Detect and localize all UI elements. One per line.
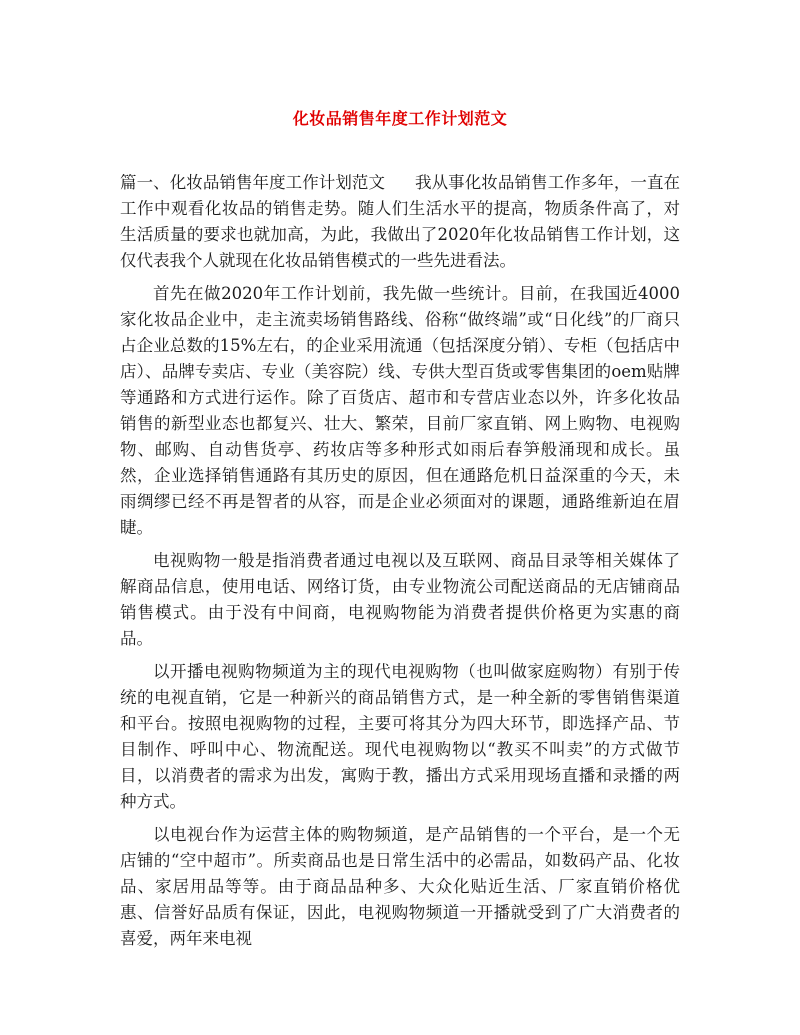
intro-heading: 篇一、化妆品销售年度工作计划范文 [120,173,386,192]
paragraph: 以电视台作为运营主体的购物频道，是产品销售的一个平台，是一个无店铺的“空中超市”。所卖商品也是日常生活中的必需品，如数码产品、化妆品、家居用品等等。由于商品品种多、大众化贴近生活、厂家直销价格优惠、信誉好品质有保证，因此，电视购物频道一开播就受到了广大消费者的喜爱，两年来电视 [120,825,680,948]
document-body [120,170,680,959]
paragraph: 首先在做2020年工作计划前，我先做一些统计。目前，在我国近4000家化妆品企业中，走主流卖场销售路线、俗称“做终端”或“日化线”的厂商只占企业总数的15%左右，的企业采用流通（包括深度分销）、专柜（包括店中店）、品牌专卖店、专业（美容院）线、专供大型百货或零售集团的oem贴牌等通路和方式进行运作。除了百货店、超市和专营店业态以外，许多化妆品销售的新型业态也都复兴、壮大、繁荣，目前厂家直销、网上购物、电视购物、邮购、自动售货亭、药妆店等多种形式如雨后春笋般涌现和成长。虽然，企业选择销售通路有其历史的原因，但在通路危机日益深重的今天，未雨绸缪已经不再是智者的从容，而是企业必须面对的课题，通路维新迫在眉睫。 [120,284,680,537]
paragraph: 电视购物一般是指消费者通过电视以及互联网、商品目录等相关媒体了解商品信息，使用电话、网络订货，由专业物流公司配送商品的无店铺商品销售模式。由于没有中间商，电视购物能为消费者提供价格更为实惠的商品。 [120,551,680,648]
document-title: 化妆品销售年度工作计划范文 [292,109,508,128]
intro-paragraph [120,170,680,274]
paragraph: 以开播电视购物频道为主的现代电视购物（也叫做家庭购物）有别于传统的电视直销，它是一种新兴的商品销售方式，是一种全新的零售销售渠道和平台。按照电视购物的过程，主要可将其分为四大环节，即选择产品、节目制作、呼叫中心、物流配送。现代电视购物以“教买不叫卖”的方式做节目，以消费者的需求为出发，寓购于教，播出方式采用现场直播和录播的两种方式。 [120,662,680,811]
paragraph-text: 我从事化妆品销售工作多年，一直在工作中观看化妆品的销售走势。随人们生活水平的提高，物质条件高了，对生活质量的要求也就加高，为此，我做出了2020年化妆品销售工作计划，这仅代表我个人就现在化妆品销售模式的一些先进看法。 [120,173,681,270]
